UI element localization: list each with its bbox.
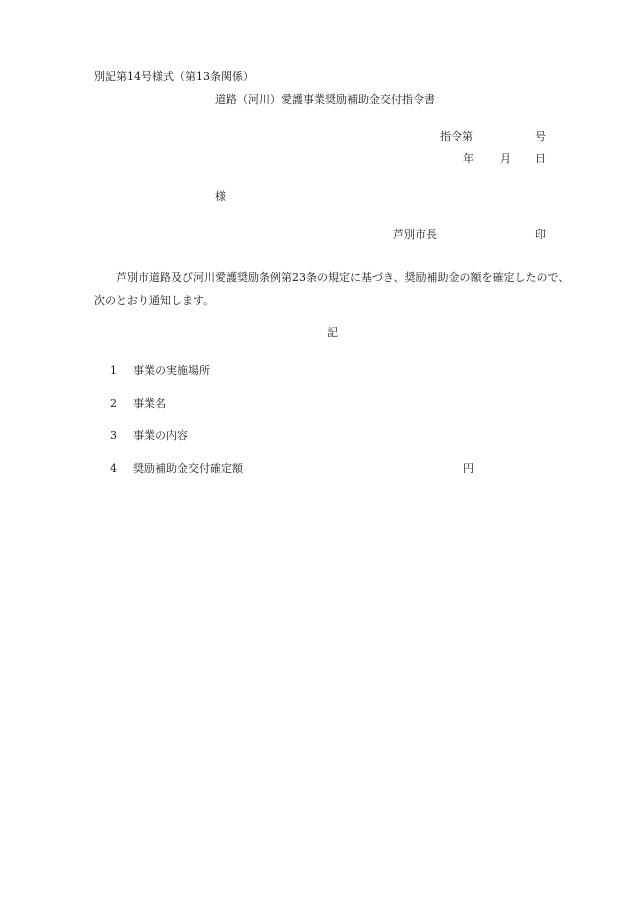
order-number-suffix: 号 (535, 130, 546, 143)
document-title: 道路（河川）愛護事業奨励補助金交付指令書 (215, 93, 435, 106)
item-number: 2 (110, 397, 117, 410)
item-label: 事業の実施場所 (133, 364, 210, 377)
item-label: 事業の内容 (133, 429, 188, 442)
item-label: 事業名 (133, 397, 166, 410)
body-paragraph: 芦別市道路及び河川愛護奨励条例第23条の規定に基づき、奨励補助金の額を確定したので、次のとおり通知します。 (94, 271, 570, 307)
addressee-honorific: 様 (215, 190, 226, 203)
issuer-name: 芦別市長 (393, 228, 437, 241)
date-year-label: 年 (463, 152, 474, 165)
item-number: 3 (110, 429, 117, 442)
item-label: 奨励補助金交付確定額 (133, 462, 243, 475)
seal-mark: 印 (535, 228, 546, 241)
date-day-label: 日 (535, 152, 546, 165)
item-number: 1 (110, 364, 117, 377)
form-label: 別記第14号様式（第13条関係） (94, 70, 254, 83)
date-month-label: 月 (500, 152, 511, 165)
order-number-prefix: 指令第 (440, 130, 473, 143)
amount-unit: 円 (463, 462, 474, 475)
item-number: 4 (110, 462, 117, 475)
record-heading: 記 (327, 326, 338, 339)
